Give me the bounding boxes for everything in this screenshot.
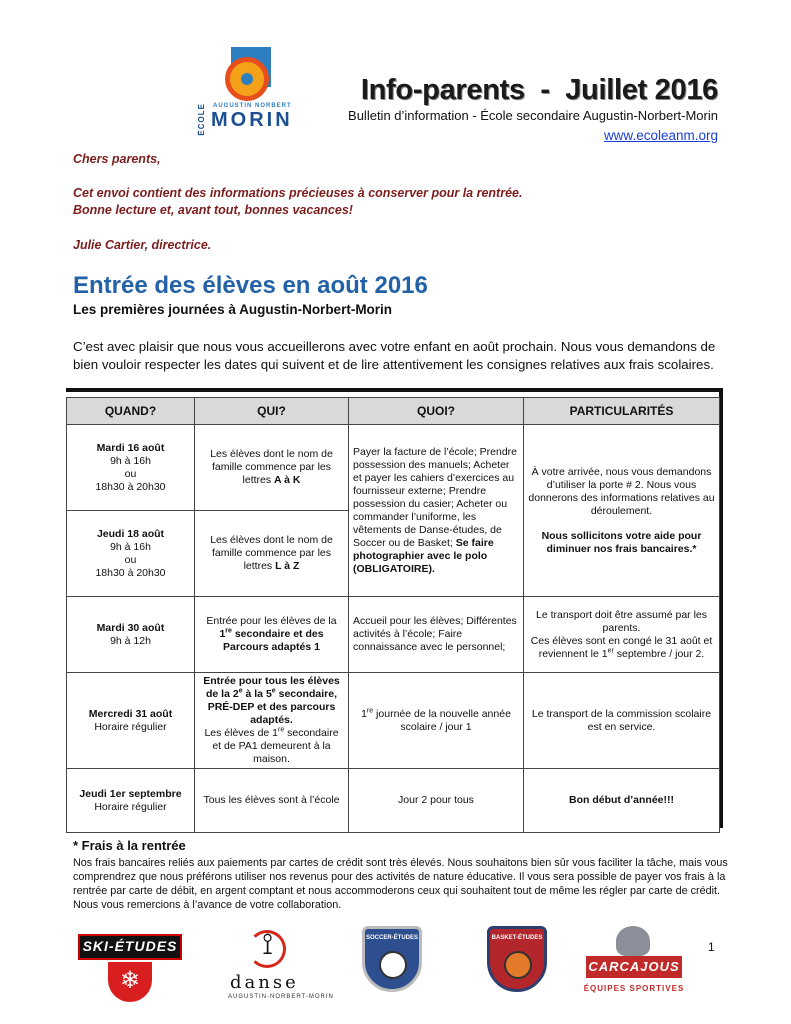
part-text: À votre arrivée, nous vous demandons d’utiliser la porte # 2. Nous vous donnerons des informations relatives au déroulement. — [528, 465, 715, 517]
basket-etudes-logo — [487, 926, 547, 992]
cell-particularites — [524, 597, 720, 673]
cell-quoi: 1re journée de la nouvelle année scolaire / jour 1 — [349, 673, 524, 769]
equipes-label: ÉQUIPES SPORTIVES — [583, 984, 685, 993]
header-particularites: PARTICULARITÉS — [524, 398, 720, 425]
cell-qui: Tous les élèves sont à l’école — [195, 769, 349, 833]
carcajous-logo — [582, 926, 686, 1002]
cell-quand — [67, 597, 195, 673]
schedule-frame — [66, 388, 723, 828]
header-quand: QUAND? — [67, 398, 195, 425]
date-label: Jeudi 1er septembre — [79, 787, 182, 800]
cell-quand — [67, 673, 195, 769]
date-label: Mardi 30 août — [96, 621, 165, 634]
logo-dot-icon — [241, 73, 253, 85]
table-row — [67, 597, 720, 673]
header-qui: QUI? — [195, 398, 349, 425]
time-line: 18h30 à 20h30 — [95, 566, 166, 579]
greeting: Chers parents, — [73, 152, 161, 166]
cell-particularites: Bon début d’année!!! — [524, 769, 720, 833]
part-text-2: Ces élèves sont en congé le 31 août et reviennent le 1er septembre / jour 2. — [530, 634, 713, 660]
cell-qui — [195, 597, 349, 673]
schedule-table — [66, 397, 720, 833]
qui-text: Entrée pour les élèves de la — [206, 615, 337, 627]
cell-quoi: Jour 2 pour tous — [349, 769, 524, 833]
table-row — [67, 673, 720, 769]
qui-letters: L à Z — [275, 560, 300, 572]
qui-bold: 1re secondaire et des Parcours adaptés 1 — [219, 627, 324, 653]
frais-title: * Frais à la rentrée — [73, 838, 186, 853]
intro-line-1: Cet envoi contient des informations précieuses à conserver pour la rentrée. — [73, 186, 523, 200]
part-text: Le transport doit être assumé par les parents. — [535, 608, 707, 634]
intro-paragraph: C’est avec plaisir que nous vous accueillerons avec votre enfant en août prochain. Nous vous demandons de bien vouloir respecter les dates qui suivent et de lire attentivement les consignes relatives aux frais scolaires. — [73, 339, 716, 372]
time-line: 9h à 12h — [110, 634, 151, 647]
cell-quand — [67, 425, 195, 511]
qui-letters: A à K — [274, 474, 301, 486]
qui-text: Les élèves dont le nom de famille commence par les lettres — [210, 534, 333, 572]
cell-particularites-shared — [524, 425, 720, 597]
cell-quand — [67, 511, 195, 597]
date-label: Mercredi 31 août — [88, 707, 173, 720]
header-quoi: QUOI? — [349, 398, 524, 425]
date-label: Jeudi 18 août — [96, 527, 165, 540]
date-label: Mardi 16 août — [96, 441, 165, 454]
wolverine-icon — [616, 926, 650, 956]
page-number: 1 — [708, 940, 715, 954]
time-line: Horaire régulier — [94, 720, 167, 733]
danse-label: danse — [230, 972, 299, 993]
cell-quoi-shared — [349, 425, 524, 597]
quoi-text: Payer la facture de l’école; Prendre possession des manuels; Acheter et payer les cahiers d’exercices au fournisseur externe; Prendre possession du casier; Acheter ou commander l’uniforme, les vêtements de Danse-études, de Soccer ou de Basket; — [353, 445, 518, 549]
basketball-icon — [504, 951, 532, 979]
danse-etudes-logo — [222, 926, 334, 1004]
soccer-label: SOCCER-ÉTUDES — [365, 935, 418, 941]
cell-qui — [195, 511, 349, 597]
basket-label: BASKET-ÉTUDES — [491, 935, 543, 941]
qui-bold: Entrée pour tous les élèves de la 2e à la 5e secondaire, PRÉ-DEP et des parcours adaptés. — [203, 675, 340, 726]
ski-etudes-logo — [78, 926, 182, 1004]
cell-qui — [195, 673, 349, 769]
time-line: ou — [124, 467, 137, 480]
bulletin-subtitle: Bulletin d’information - École secondaire Augustin-Norbert-Morin — [348, 108, 718, 123]
logo-morin-text: MORIN — [211, 109, 293, 131]
quoi-bold: Se faire photographier avec le polo (OBLIGATOIRE). — [353, 536, 494, 575]
qui-text: Les élèves dont le nom de famille commence par les lettres — [210, 448, 333, 486]
cell-quoi: Accueil pour les élèves; Différentes activités à l’école; Faire connaissance avec le personnel; — [349, 597, 524, 673]
table-row — [67, 769, 720, 833]
table-row — [67, 425, 720, 511]
soccer-ball-icon — [379, 951, 407, 979]
cell-particularites: Le transport de la commission scolaire est en service. — [524, 673, 720, 769]
cell-quand — [67, 769, 195, 833]
cell-qui — [195, 425, 349, 511]
time-line: 9h à 16h — [110, 454, 151, 467]
qui-text: Les élèves de 1re secondaire et de PA1 demeurent à la maison. — [204, 726, 339, 765]
time-line: 18h30 à 20h30 — [95, 480, 166, 493]
time-line: 9h à 16h — [110, 540, 151, 553]
signature: Julie Cartier, directrice. — [73, 238, 212, 252]
intro-line-2: Bonne lecture et, avant tout, bonnes vacances! — [73, 203, 353, 217]
time-line: ou — [124, 553, 137, 566]
table-header-row — [67, 398, 720, 425]
bulletin-title: Info-parents - Juillet 2016 — [360, 74, 718, 106]
time-line: Horaire régulier — [94, 800, 167, 813]
logo-augustin-text: AUGUSTIN NORBERT — [213, 103, 292, 109]
soccer-etudes-logo — [362, 926, 422, 992]
carcajous-label: CARCAJOUS — [586, 956, 682, 978]
school-logo — [195, 45, 305, 135]
section-title: Entrée des élèves en août 2016 — [73, 272, 428, 299]
danse-sub-label: AUGUSTIN-NORBERT-MORIN — [228, 994, 334, 1000]
section-subtitle: Les premières journées à Augustin-Norbert-Morin — [73, 302, 393, 317]
ski-etudes-label: SKI-ÉTUDES — [82, 938, 178, 954]
snowflake-icon: ❄ — [119, 967, 141, 994]
website-link[interactable]: www.ecoleanm.org — [603, 128, 718, 143]
dancer-icon: ⟟ — [262, 928, 274, 961]
part-bold: Nous sollicitons votre aide pour diminuer nos frais bancaires.* — [541, 529, 702, 555]
logo-ecole-text: ÉCOLE — [197, 103, 206, 136]
frais-text: Nos frais bancaires reliés aux paiements par cartes de crédit sont très élevés. Nous souhaitons bien sûr vous faciliter la tâche, mais vous comprendrez que nous préférons utiliser nos revenus pour des activités de nature éducative. Il vous sera possible de payer vos frais à la rentrée par carte de débit, en argent comptant et nous accommoderons ceux qui souhaitent tout de même les régler par carte de crédit. Nous vous remercions à l’avance de votre collaboration. — [73, 857, 728, 911]
